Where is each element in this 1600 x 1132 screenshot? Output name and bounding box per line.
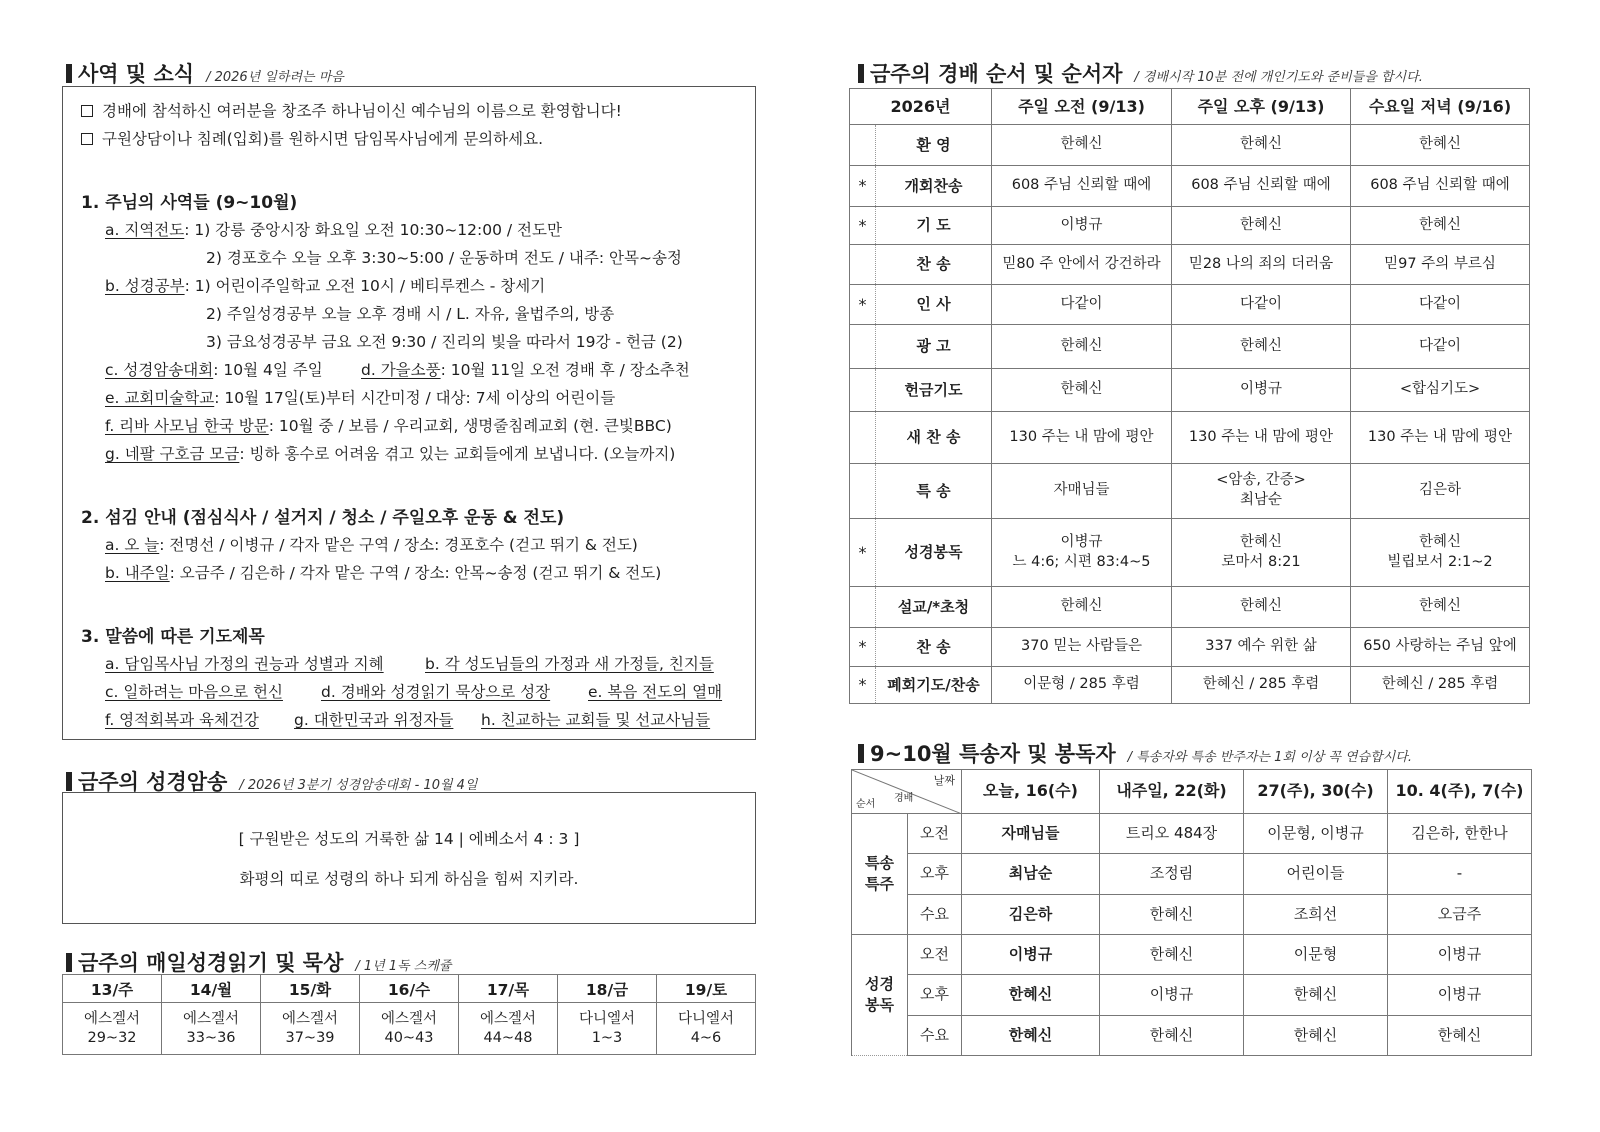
special-cell: 트리오 484장 xyxy=(1100,814,1244,854)
worship-cell: 한혜신 빌립보서 2:1~2 xyxy=(1351,519,1530,587)
special-row xyxy=(852,814,1532,854)
special-cell: 조희선 xyxy=(1244,895,1388,935)
special-row xyxy=(852,895,1532,935)
special-cell: 오금주 xyxy=(1388,895,1532,935)
section-bar xyxy=(66,772,72,791)
stand-marker xyxy=(850,325,876,369)
time-label: 수요 xyxy=(908,1016,962,1056)
time-label: 오전 xyxy=(908,935,962,975)
worship-cell: 한혜신 xyxy=(1172,325,1351,369)
checkbox-icon xyxy=(81,105,93,117)
art-school-item: e. 교회미술학교: 10월 17일(토)부터 시간미정 / 대상: 7세 이상의 어린이들 xyxy=(105,389,616,407)
worship-cell: 한혜신 xyxy=(1172,207,1351,245)
worship-cell: 믿80 주 안에서 강건하라 xyxy=(992,245,1172,285)
reading-cell: 에스겔서 44~48 xyxy=(459,1003,558,1055)
reading-day: 19/토 xyxy=(657,975,756,1003)
worship-title: 금주의 경배 순서 및 순서자 xyxy=(870,62,1123,86)
worship-cell: 608 주님 신뢰할 때에 xyxy=(1351,166,1530,207)
worship-cell: 한혜신 로마서 8:21 xyxy=(1172,519,1351,587)
special-row xyxy=(852,854,1532,895)
visit-item: f. 리바 사모님 한국 방문: 10월 중 / 보름 / 우리교회, 생명줄침례교회 (현. 큰빛BBC) xyxy=(105,417,672,435)
worship-cell: 337 예수 위한 삶 xyxy=(1172,628,1351,667)
checkbox-icon xyxy=(81,133,93,145)
section-bar xyxy=(858,744,864,763)
worship-item-name: 기 도 xyxy=(876,207,992,245)
reading-day: 14/월 xyxy=(162,975,261,1003)
reading-day: 13/주 xyxy=(63,975,162,1003)
worship-cell: 이병규 xyxy=(992,207,1172,245)
reading-cell: 에스겔서 37~39 xyxy=(261,1003,360,1055)
stand-marker xyxy=(850,125,876,166)
prayer-item: h. 친교하는 교회들 및 선교사님들 xyxy=(481,711,711,729)
prayer-item: d. 경배와 성경읽기 묵상으로 성장 xyxy=(321,683,551,701)
time-label: 오전 xyxy=(908,814,962,854)
special-col-header: 27(주), 30(수) xyxy=(1244,770,1388,814)
special-cell: 이병규 xyxy=(1388,975,1532,1016)
reading-day: 18/금 xyxy=(558,975,657,1003)
reading-section-title xyxy=(66,947,451,977)
special-row xyxy=(852,935,1532,975)
special-title: 9~10월 특송자 및 봉독자 xyxy=(870,742,1116,766)
ministries-heading: 1. 주님의 사역들 (9~10월) xyxy=(81,193,298,213)
worship-item-name: 환 영 xyxy=(876,125,992,166)
corner-date-label: 날짜 xyxy=(933,774,955,787)
memory-box xyxy=(62,792,756,924)
stand-marker: * xyxy=(850,667,876,704)
worship-cell: 다같이 xyxy=(992,285,1172,325)
special-row xyxy=(852,975,1532,1016)
special-cell: 한혜신 xyxy=(962,975,1100,1016)
evangelism-item-2: 2) 경포호수 오늘 오후 3:30~5:00 / 운동하며 전도 / 내주: 안목~송정 xyxy=(206,249,682,267)
special-cell: - xyxy=(1388,854,1532,895)
reading-day: 17/목 xyxy=(459,975,558,1003)
worship-cell: 370 믿는 사람들은 xyxy=(992,628,1172,667)
worship-col-header: 수요일 저녁 (9/16) xyxy=(1351,89,1530,125)
worship-row xyxy=(850,587,1530,628)
picnic-item: d. 가을소풍: 10월 11일 오전 경배 후 / 장소추천 xyxy=(361,361,690,379)
ministry-box xyxy=(62,86,756,740)
section-bar xyxy=(66,64,72,83)
worship-cell: 한혜신 xyxy=(992,125,1172,166)
time-label: 오후 xyxy=(908,854,962,895)
special-cell: 최남순 xyxy=(962,854,1100,895)
notice-welcome: 경배에 참석하신 여러분을 창조주 하나님이신 예수님의 이름으로 환영합니다! xyxy=(81,99,622,121)
memory-title: 금주의 성경암송 xyxy=(78,770,228,794)
stand-marker xyxy=(850,369,876,412)
worship-cell: 다같이 xyxy=(1351,285,1530,325)
special-cell: 이병규 xyxy=(962,935,1100,975)
worship-cell: 믿28 나의 죄의 더러움 xyxy=(1172,245,1351,285)
special-cell: 자매님들 xyxy=(962,814,1100,854)
worship-item-name: 찬 송 xyxy=(876,628,992,667)
special-row xyxy=(852,1016,1532,1056)
reading-cell: 에스겔서 29~32 xyxy=(63,1003,162,1055)
special-cell: 한혜신 xyxy=(962,1016,1100,1056)
worship-cell: <합심기도> xyxy=(1351,369,1530,412)
nepal-relief-item: g. 네팔 구호금 모금: 빙하 홍수로 어려움 겪고 있는 교회들에게 보냅니다. (오늘까지) xyxy=(105,445,676,463)
service-next-week: b. 내주일: 오금주 / 김은하 / 각자 맡은 구역 / 장소: 안목~송정 (걷고 뛰기 & 전도) xyxy=(105,564,662,582)
stand-marker xyxy=(850,587,876,628)
stand-marker: * xyxy=(850,207,876,245)
section-bar xyxy=(66,953,72,972)
prayer-item: a. 담임목사님 가정의 권능과 성별과 지혜 xyxy=(105,655,384,673)
worship-cell: 한혜신 xyxy=(1351,587,1530,628)
special-cell: 한혜신 xyxy=(1100,1016,1244,1056)
worship-item-name: 개회찬송 xyxy=(876,166,992,207)
worship-row xyxy=(850,125,1530,166)
worship-cell: 608 주님 신뢰할 때에 xyxy=(992,166,1172,207)
reading-header-row xyxy=(63,975,756,1003)
reading-day: 16/수 xyxy=(360,975,459,1003)
worship-item-name: 헌금기도 xyxy=(876,369,992,412)
corner-cell xyxy=(852,770,962,814)
special-cell: 한혜신 xyxy=(1244,1016,1388,1056)
reading-table xyxy=(62,974,756,1055)
worship-row xyxy=(850,369,1530,412)
special-cell: 조정림 xyxy=(1100,854,1244,895)
stand-marker: * xyxy=(850,166,876,207)
stand-marker xyxy=(850,245,876,285)
worship-cell: 이문형 / 285 후렴 xyxy=(992,667,1172,704)
stand-marker xyxy=(850,464,876,519)
worship-row xyxy=(850,667,1530,704)
scripture-reading-group: 성경 봉독 xyxy=(852,935,908,1056)
special-cell: 이병규 xyxy=(1100,975,1244,1016)
memory-contest-item: c. 성경암송대회: 10월 4일 주일 xyxy=(105,361,323,379)
worship-row xyxy=(850,464,1530,519)
worship-item-name: 특 송 xyxy=(876,464,992,519)
worship-item-name: 설교/*초청 xyxy=(876,587,992,628)
memory-subtitle: / 2026년 3분기 성경암송대회 - 10월 4일 xyxy=(239,778,478,793)
worship-row xyxy=(850,207,1530,245)
stand-marker: * xyxy=(850,628,876,667)
worship-item-name: 인 사 xyxy=(876,285,992,325)
worship-cell: 다같이 xyxy=(1172,285,1351,325)
bible-study-item: b. 성경공부: 1) 어린이주일학교 오전 10시 / 베티루켄스 - 창세기 xyxy=(105,277,546,295)
special-cell: 한혜신 xyxy=(1100,935,1244,975)
reading-day: 15/화 xyxy=(261,975,360,1003)
time-label: 수요 xyxy=(908,895,962,935)
worship-cell: 한혜신 xyxy=(1351,125,1530,166)
special-cell: 이병규 xyxy=(1388,935,1532,975)
special-song-group: 특송 특주 xyxy=(852,814,908,935)
special-col-header: 10. 4(주), 7(수) xyxy=(1388,770,1532,814)
worship-row xyxy=(850,519,1530,587)
memory-verse: 화평의 띠로 성령의 하나 되게 하심을 힘써 지키라. xyxy=(239,870,579,888)
worship-cell: 이병규 느 4:6; 시편 83:4~5 xyxy=(992,519,1172,587)
prayer-heading: 3. 말씀에 따른 기도제목 xyxy=(81,627,265,647)
worship-col-header: 주일 오후 (9/13) xyxy=(1172,89,1351,125)
worship-header-row xyxy=(850,89,1530,125)
worship-cell: 한혜신 / 285 후렴 xyxy=(1351,667,1530,704)
special-col-header: 내주일, 22(화) xyxy=(1100,770,1244,814)
worship-cell: 한혜신 xyxy=(992,325,1172,369)
worship-cell: 이병규 xyxy=(1172,369,1351,412)
special-cell: 김은하 xyxy=(962,895,1100,935)
special-cell: 한혜신 xyxy=(1388,1016,1532,1056)
special-subtitle: / 특송자와 특송 반주자는 1회 이상 꼭 연습합시다. xyxy=(1127,750,1412,765)
worship-cell: 다같이 xyxy=(1351,325,1530,369)
special-cell: 한혜신 xyxy=(1100,895,1244,935)
reading-cell: 다니엘서 1~3 xyxy=(558,1003,657,1055)
prayer-item: c. 일하려는 마음으로 헌신 xyxy=(105,683,283,701)
worship-row xyxy=(850,285,1530,325)
worship-row xyxy=(850,166,1530,207)
special-cell: 한혜신 xyxy=(1244,975,1388,1016)
stand-marker: * xyxy=(850,519,876,587)
special-section-title xyxy=(858,738,1412,768)
worship-item-name: 성경봉독 xyxy=(876,519,992,587)
worship-cell: 한혜신 xyxy=(992,587,1172,628)
section-bar xyxy=(858,64,864,83)
prayer-item: b. 각 성도님들의 가정과 새 가정들, 친지들 xyxy=(425,655,714,673)
special-table xyxy=(851,769,1532,1056)
worship-cell: 한혜신 xyxy=(1172,125,1351,166)
ministry-subtitle: / 2026년 일하려는 마음 xyxy=(206,70,344,85)
reading-cell: 에스겔서 40~43 xyxy=(360,1003,459,1055)
reading-cell: 다니엘서 4~6 xyxy=(657,1003,756,1055)
worship-item-name: 광 고 xyxy=(876,325,992,369)
time-label: 오후 xyxy=(908,975,962,1016)
ministry-section-title xyxy=(66,58,344,88)
worship-cell: 130 주는 내 맘에 평안 xyxy=(992,412,1172,464)
worship-item-name: 찬 송 xyxy=(876,245,992,285)
notice-counsel: 구원상담이나 침례(입회)를 원하시면 담임목사님에게 문의하세요. xyxy=(81,127,543,149)
ministry-title: 사역 및 소식 xyxy=(78,62,195,86)
special-col-header: 오늘, 16(수) xyxy=(962,770,1100,814)
corner-order-label: 순서 xyxy=(856,799,876,810)
bible-study-item-2: 2) 주일성경공부 오늘 오후 경배 시 / L. 자유, 율법주의, 방종 xyxy=(206,305,615,323)
worship-cell: 한혜신 xyxy=(1172,587,1351,628)
special-header-row xyxy=(852,770,1532,814)
worship-row xyxy=(850,325,1530,369)
prayer-item: f. 영적회복과 육체건강 xyxy=(105,711,259,729)
corner-worship-label: 경배 xyxy=(894,793,914,804)
stand-marker: * xyxy=(850,285,876,325)
worship-cell: 자매님들 xyxy=(992,464,1172,519)
worship-subtitle: / 경배시작 10분 전에 개인기도와 준비들을 합시다. xyxy=(1134,70,1423,85)
bible-study-item-3: 3) 금요성경공부 금요 오전 9:30 / 진리의 빛을 따라서 19강 - 헌금 (2) xyxy=(206,333,683,351)
stand-marker xyxy=(850,412,876,464)
worship-row xyxy=(850,245,1530,285)
service-heading: 2. 섬김 안내 (점심식사 / 설거지 / 청소 / 주일오후 운동 & 전도) xyxy=(81,508,565,528)
worship-item-name: 폐회기도/찬송 xyxy=(876,667,992,704)
reading-cell: 에스겔서 33~36 xyxy=(162,1003,261,1055)
worship-cell: 한혜신 xyxy=(992,369,1172,412)
service-today: a. 오 늘: 전명선 / 이병규 / 각자 맡은 구역 / 장소: 경포호수 (걷고 뛰기 & 전도) xyxy=(105,536,638,554)
worship-cell: 믿97 주의 부르심 xyxy=(1351,245,1530,285)
evangelism-item: a. 지역전도: 1) 강릉 중앙시장 화요일 오전 10:30~12:00 / 전도만 xyxy=(105,221,562,239)
worship-cell: 650 사랑하는 주님 앞에 xyxy=(1351,628,1530,667)
worship-item-name: 새 찬 송 xyxy=(876,412,992,464)
worship-order-table xyxy=(849,88,1530,704)
worship-cell: 김은하 xyxy=(1351,464,1530,519)
reading-body-row xyxy=(63,1003,756,1055)
special-cell: 이문형 xyxy=(1244,935,1388,975)
reading-subtitle: / 1년 1독 스케쥴 xyxy=(355,959,452,974)
worship-row xyxy=(850,628,1530,667)
worship-col-header: 주일 오전 (9/13) xyxy=(992,89,1172,125)
prayer-item: g. 대한민국과 위정자들 xyxy=(294,711,454,729)
prayer-item: e. 복음 전도의 열매 xyxy=(588,683,723,701)
worship-year-header: 2026년 xyxy=(850,89,992,125)
worship-cell: 한혜신 xyxy=(1351,207,1530,245)
worship-cell: 608 주님 신뢰할 때에 xyxy=(1172,166,1351,207)
worship-cell: <암송, 간증> 최남순 xyxy=(1172,464,1351,519)
worship-row xyxy=(850,412,1530,464)
worship-cell: 130 주는 내 맘에 평안 xyxy=(1351,412,1530,464)
worship-cell: 한혜신 / 285 후렴 xyxy=(1172,667,1351,704)
memory-reference: [ 구원받은 성도의 거룩한 삶 14 | 에베소서 4 : 3 ] xyxy=(238,830,580,848)
special-cell: 김은하, 한한나 xyxy=(1388,814,1532,854)
special-cell: 어린이들 xyxy=(1244,854,1388,895)
worship-cell: 130 주는 내 맘에 평안 xyxy=(1172,412,1351,464)
worship-section-title xyxy=(858,58,1423,88)
reading-title: 금주의 매일성경읽기 및 묵상 xyxy=(78,951,344,975)
special-cell: 이문형, 이병규 xyxy=(1244,814,1388,854)
